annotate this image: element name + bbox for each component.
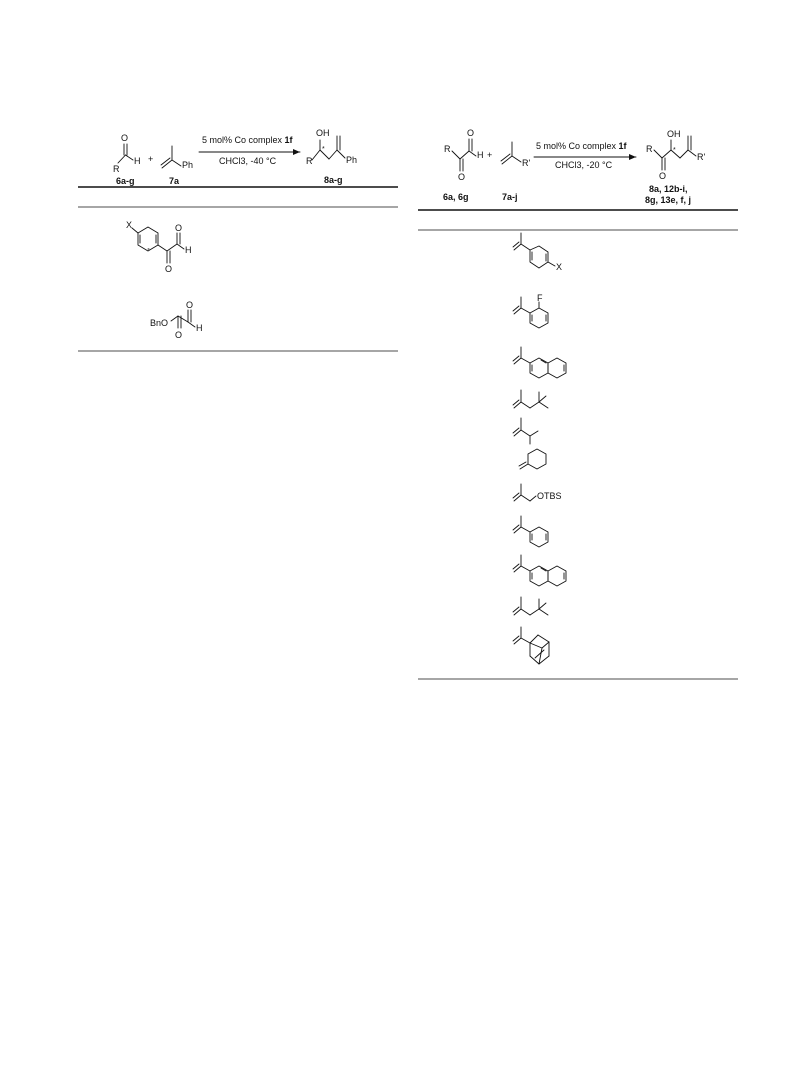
svg-text:R: R — [306, 156, 313, 166]
svg-text:O: O — [467, 128, 475, 138]
aryl-glyoxal-structure — [126, 220, 192, 274]
aldehyde-label: 6a, 6g — [443, 192, 469, 202]
svg-text:R': R' — [697, 152, 706, 162]
svg-text:Ph: Ph — [182, 160, 194, 170]
reaction-arrow — [629, 154, 636, 160]
svg-text:O: O — [165, 264, 173, 274]
alkene-structure — [501, 142, 530, 168]
product-label: 8a-g — [324, 175, 343, 185]
svg-text:O: O — [121, 133, 129, 143]
left-substrate-table — [78, 184, 400, 356]
svg-text:OTBS: OTBS — [537, 491, 562, 501]
svg-text:X: X — [556, 262, 563, 272]
alkene-row-ortho-fluoro — [513, 293, 548, 328]
reaction-arrow — [293, 149, 300, 155]
alkene-row-dimethylbutene — [513, 418, 538, 444]
product-label-line2: 8g, 13e, f, j — [645, 195, 692, 205]
svg-text:Ph: Ph — [346, 155, 358, 165]
svg-text:O: O — [186, 300, 194, 310]
svg-text:R: R — [646, 144, 653, 154]
alkene-row-phenyl — [513, 516, 548, 547]
alkene-row-adamantyl — [513, 627, 549, 664]
alkene-row-trimethylpentene-2 — [513, 597, 548, 615]
svg-text:H: H — [477, 150, 484, 160]
svg-text:X: X — [126, 220, 133, 230]
svg-text:OH: OH — [667, 129, 681, 139]
alkene-row-methylenecyclohexane — [519, 449, 546, 469]
conditions-catalyst: 5 mol% Co complex 1f — [536, 141, 627, 151]
svg-text:O: O — [659, 171, 667, 181]
alkene-label: 7a — [169, 176, 180, 186]
alkene-label: 7a-j — [502, 192, 518, 202]
product-structure — [646, 129, 705, 181]
svg-text:H: H — [196, 323, 203, 333]
svg-text:OH: OH — [316, 128, 330, 138]
svg-text:O: O — [175, 330, 183, 340]
svg-text:*: * — [673, 147, 676, 154]
plus-sign: + — [148, 154, 154, 164]
aldehyde-label: 6a-g — [116, 176, 135, 186]
svg-text:*: * — [322, 146, 325, 153]
aldehyde-structure — [113, 133, 141, 174]
keto-aldehyde-structure — [444, 128, 484, 182]
right-reaction-scheme — [418, 120, 740, 212]
alkene-row-naphthyl-2 — [513, 555, 566, 586]
alkene-row-otbs — [513, 484, 562, 501]
product-structure — [306, 128, 357, 166]
svg-text:R: R — [113, 164, 120, 174]
svg-text:BnO: BnO — [150, 318, 169, 328]
left-reaction-scheme — [78, 120, 400, 190]
svg-text:R: R — [444, 144, 451, 154]
plus-sign: + — [487, 150, 493, 160]
svg-text:F: F — [537, 293, 543, 303]
svg-text:H: H — [134, 156, 141, 166]
svg-text:O: O — [175, 223, 183, 233]
svg-text:R': R' — [522, 158, 531, 168]
alkene-structure — [161, 146, 193, 170]
svg-text:O: O — [458, 172, 466, 182]
product-label-line1: 8a, 12b-i, — [649, 184, 688, 194]
alkene-row-para-x — [513, 233, 562, 272]
right-substrate-table — [418, 206, 740, 684]
conditions-catalyst: 5 mol% Co complex 1f — [202, 135, 293, 145]
conditions-solvent: CHCl3, -20 °C — [555, 160, 613, 170]
conditions-solvent: CHCl3, -40 °C — [219, 156, 277, 166]
svg-text:H: H — [185, 245, 192, 255]
alkene-row-trimethylpentene-1 — [513, 390, 548, 408]
benzyl-glyoxylate-structure — [150, 300, 203, 340]
alkene-row-naphthyl-1 — [513, 347, 566, 378]
